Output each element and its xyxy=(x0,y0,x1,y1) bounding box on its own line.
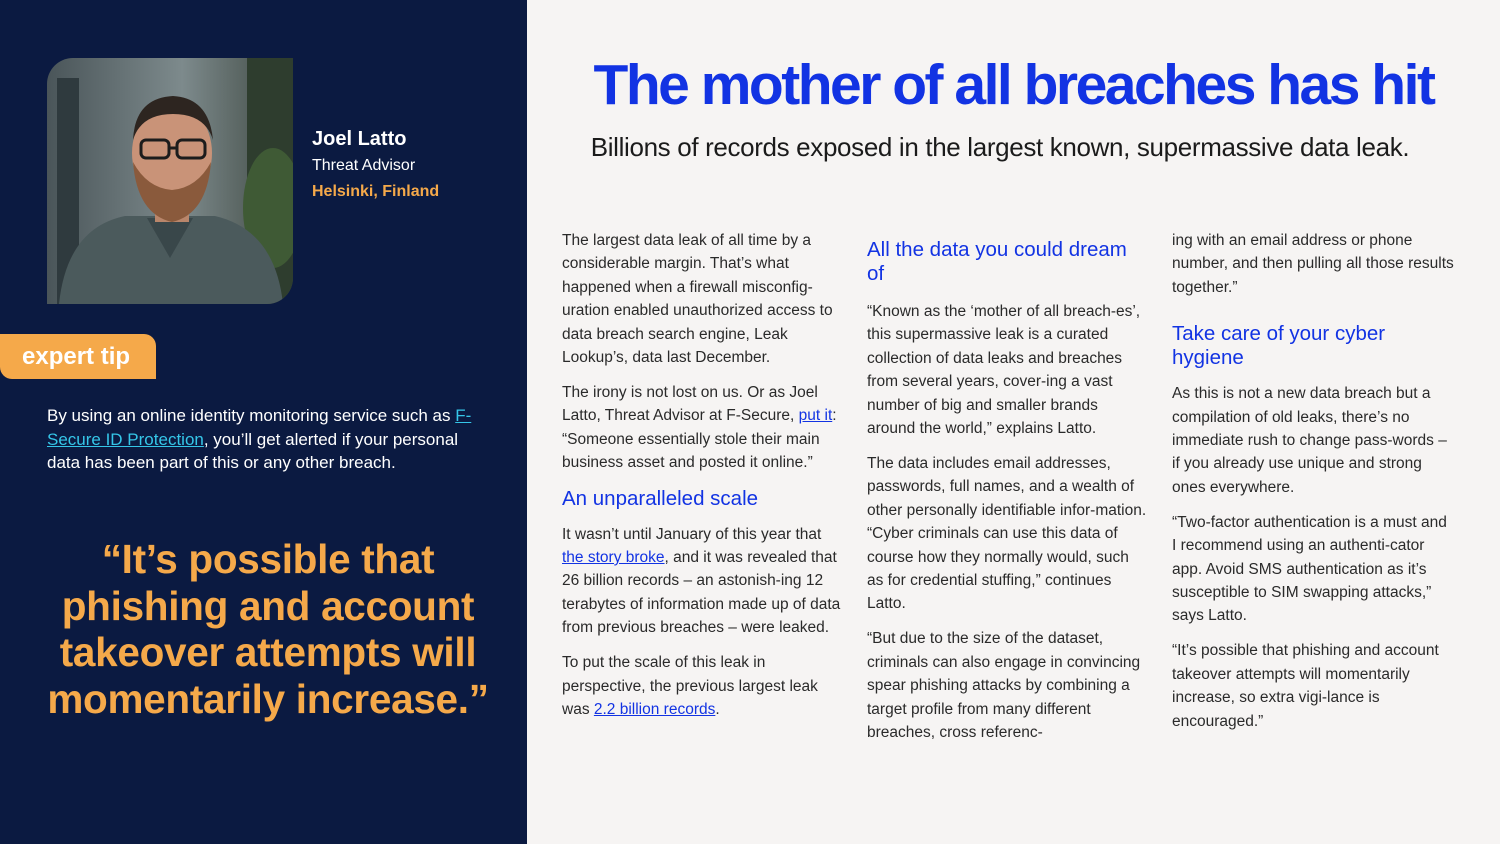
article-column-2 xyxy=(867,229,1149,756)
author-name: Joel Latto xyxy=(312,128,407,150)
billion-records-link[interactable]: 2.2 billion records xyxy=(593,700,716,718)
paragraph: The data includes email addresses, passwords, full names, and a wealth of other personally identifiable infor-mation. “Cyber criminals can use this data of course how they normally would, such as for credential stuffing,” continues Latto. xyxy=(867,454,1147,613)
tip-text-after: , you’ll get alerted if your personal data has been part of this or any other breach. xyxy=(47,429,459,472)
put-it-link[interactable]: put it xyxy=(798,407,833,425)
sidebar-panel xyxy=(0,0,527,844)
paragraph xyxy=(562,523,844,640)
paragraph: ing with an email address or phone number, and then pulling all those results together.” xyxy=(1172,232,1454,296)
article-column-3 xyxy=(1172,229,1454,744)
paragraph: “But due to the size of the dataset, criminals can also engage in convincing spear phishing attacks by combining a target profile from many different breaches, cross referenc- xyxy=(867,630,1141,741)
paragraph: The largest data leak of all time by a considerable margin. That’s what happened when a firewall misconfig-uration enabled unauthorized access to data breach search engine, Leak Lookup’s, data last December. xyxy=(562,232,833,367)
section-heading-data: All the data you could dream of xyxy=(867,238,1127,285)
pull-quote: “It’s possible that phishing and account takeover attempts will momentarily increase.” xyxy=(47,536,489,722)
paragraph: “It’s possible that phishing and account takeover attempts will momentarily increase, so extra vigi-lance is encouraged.” xyxy=(1172,642,1439,730)
paragraph: As this is not a new data breach but a compilation of old leaks, there’s no immediate rush to change pass-words – if you already use unique and strong ones everywhere. xyxy=(1172,385,1447,496)
tip-text-before: By using an online identity monitoring service such as xyxy=(47,406,456,425)
expert-tip-badge: expert tip xyxy=(0,334,156,379)
expert-tip-text xyxy=(47,404,487,475)
paragraph-text: , and it was revealed that 26 billion records – an astonish-ing 12 terabytes of information made up of data from previous breaches – were leaked. xyxy=(562,548,841,637)
paragraph xyxy=(562,381,844,475)
headline: The mother of all breaches has hit xyxy=(593,53,1434,117)
paragraph-text: . xyxy=(715,700,720,718)
story-broke-link[interactable]: the story broke xyxy=(562,548,665,566)
id-protection-link[interactable]: F-Secure ID Protection xyxy=(47,406,472,449)
section-heading-hygiene: Take care of your cyber hygiene xyxy=(1172,322,1386,370)
paragraph: “Two-factor authentication is a must and I recommend using an authenti-cator app. Avoid SMS authentication as it’s susceptible to SIM swapping attacks,” says Latto. xyxy=(1172,513,1447,625)
section-heading-scale: An unparalleled scale xyxy=(562,486,759,510)
paragraph-text: It wasn’t until January of this year that xyxy=(562,525,822,543)
author-location: Helsinki, Finland xyxy=(312,183,440,200)
paragraph-text: To put the scale of this leak in perspective, the previous largest leak was xyxy=(562,654,818,718)
subheadline: Billions of records exposed in the largest known, supermassive data leak. xyxy=(590,132,1410,162)
author-role: Threat Advisor xyxy=(312,157,416,174)
paragraph-text: The irony is not lost on us. Or as Joel Latto, Threat Advisor at F-Secure, xyxy=(562,383,818,425)
paragraph xyxy=(562,651,844,721)
article-column-1 xyxy=(562,229,844,733)
paragraph: “Known as the ‘mother of all breach-es’, this supermassive leak is a curated collection of data leaks and breaches from several years, cover-ing a vast number of big and smaller brands around the world,” explains Latto. xyxy=(867,303,1141,438)
author-photo xyxy=(47,58,293,304)
paragraph-text: : “Someone essentially stole their main business asset and posted it online.” xyxy=(562,407,837,472)
